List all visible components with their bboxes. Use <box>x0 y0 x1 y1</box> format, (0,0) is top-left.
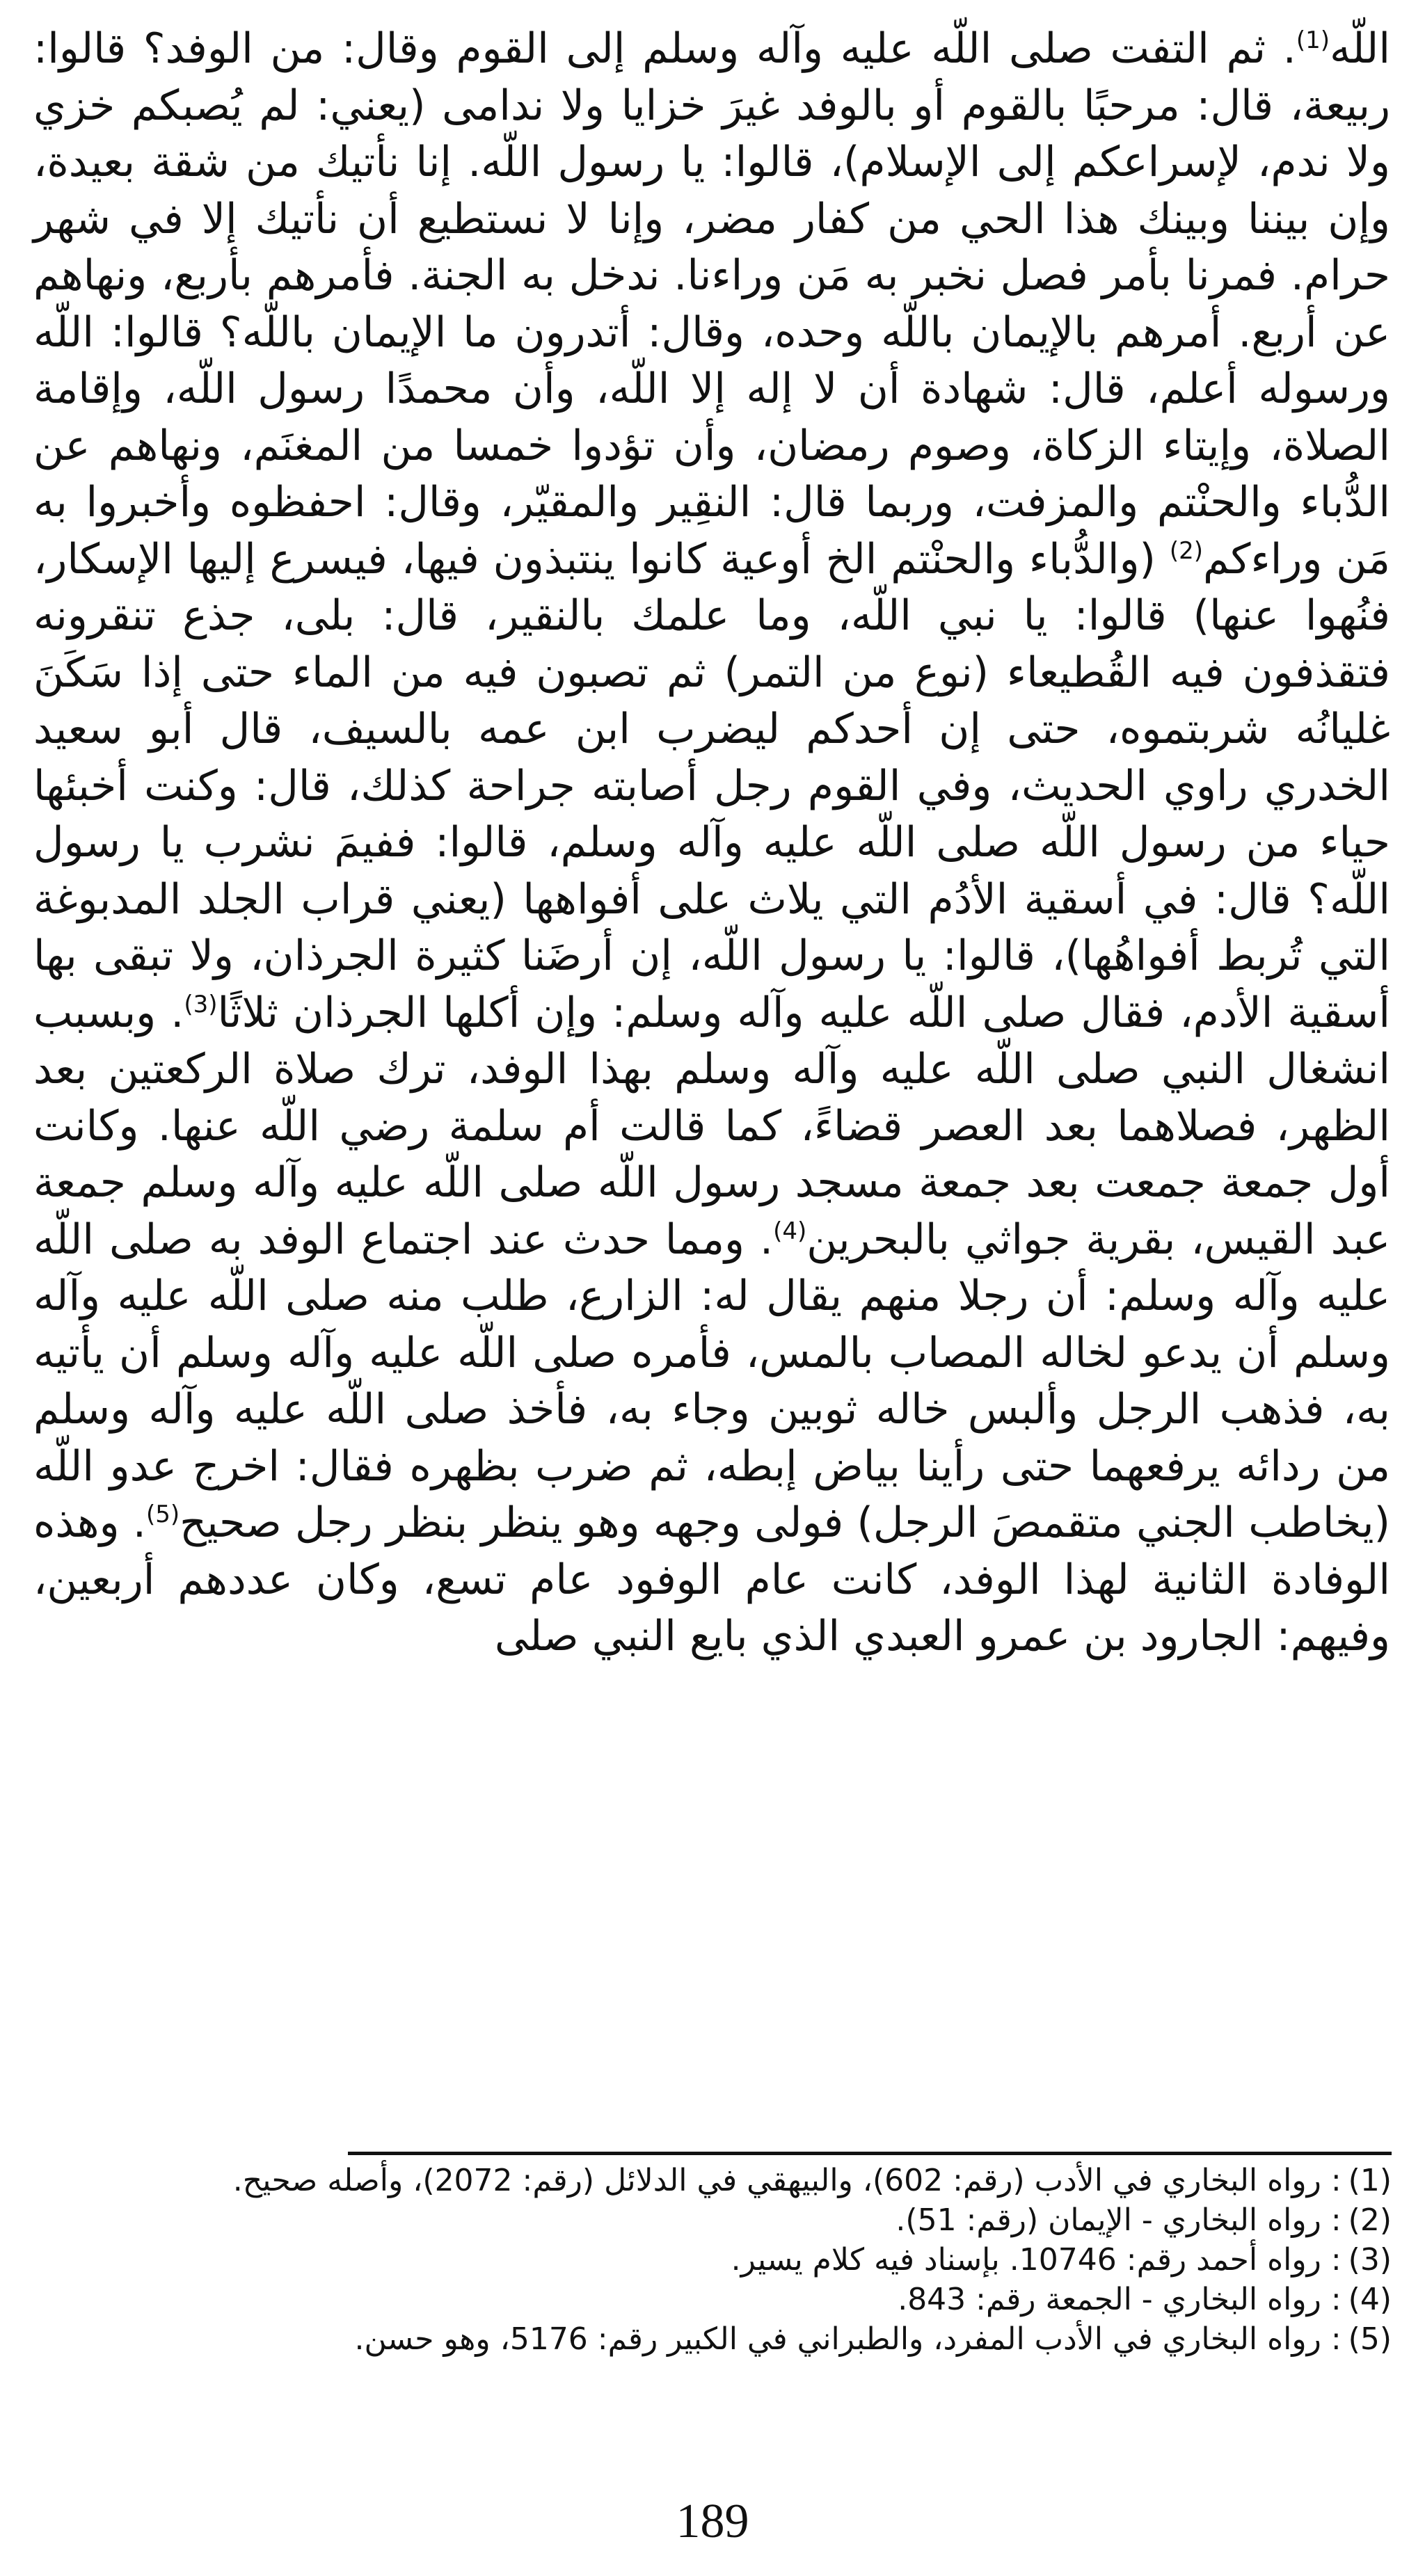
text-segment-5: . ومما حدث عند اجتماع الوفد به صلى اللّه عليه وآله وسلم: أن رجلا منهم يقال له: الزارع، طلب منه صلى اللّه عليه وآله وسلم أن يدعو لخاله المصاب بالمس، فأمره صلى اللّه عليه وآله وسلم أن يأتيه به، فذهب الرجل وألبس خاله ثوبين وجاء به، فأخذ صلى اللّه عليه وآله وسلم من ردائه يرفعهما حتى رأينا بياض إبطه، ثم ضرب بظهره فقال: اخرج عدو اللّه (يخاطب الجني متقمصَ الرجل) فولى وجهه وهو ينظر بنظر رجل صحيح <box>33 1215 1390 1547</box>
footnote-text: : رواه البخاري - الإيمان (رقم: 51). <box>895 2202 1342 2238</box>
text-segment-4: . وبسبب انشغال النبي صلى اللّه عليه وآله وسلم بهذا الوفد، ترك صلاة الركعتين بعد الظهر، فصلاهما بعد العصر قضاءً، كما قالت أم سلمة رضي اللّه عنها. وكانت أول جمعة جمعت بعد جمعة مسجد رسول اللّه صلى اللّه عليه وآله وسلم جمعة عبد القيس، بقرية جواثي بالبحرين <box>33 988 1390 1264</box>
footnote-marker-4[interactable]: (4) <box>773 1217 807 1245</box>
footnote-text: : رواه البخاري في الأدب المفرد، والطبراني في الكبير رقم: 5176، وهو حسن. <box>354 2321 1342 2357</box>
footnote-marker-2[interactable]: (2) <box>1169 536 1203 565</box>
footnote-marker-1[interactable]: (1) <box>1296 26 1330 54</box>
footnote-text: : رواه أحمد رقم: 10746. بإسناد فيه كلام يسير. <box>731 2242 1342 2278</box>
footnote-text: : رواه البخاري في الأدب (رقم: 602)، والبيهقي في الدلائل (رقم: 2072)، وأصله صحيح. <box>232 2163 1342 2198</box>
footnote-separator-rule <box>348 2152 1392 2155</box>
main-text-block <box>33 21 1390 1665</box>
footnote-item <box>56 2240 1392 2280</box>
text-segment-2: . ثم التفت صلى اللّه عليه وآله وسلم إلى القوم وقال: من الوفد؟ قالوا: ربيعة، قال: مرحبًا بالقوم أو بالوفد غيرَ خزايا ولا ندامى (يعني: لم يُصبكم خزي ولا ندم، لإسراعكم إلى الإسلام)، قالوا: يا رسول اللّه. إنا نأتيك من شقة بعيدة، وإن بيننا وبينك هذا الحي من كفار مضر، وإنا لا نستطيع أن نأتيك إلا في شهر حرام. فمرنا بأمر فصل نخبر به مَن وراءنا. ندخل به الجنة. فأمرهم بأربع، ونهاهم عن أربع. أمرهم بالإيمان باللّه وحده، وقال: أتدرون ما الإيمان باللّه؟ قالوا: اللّه ورسوله أعلم، قال: شهادة أن لا إله إلا اللّه، وأن محمدًا رسول اللّه، وإقامة الصلاة، وإيتاء الزكاة، وصوم رمضان، وأن تؤدوا خمسا من المغنَم، ونهاهم عن الدُّباء والحنْتم والمزفت، وربما قال: النقِير والمقيّر، وقال: احفظوه وأخبروا به مَن وراءكم <box>33 24 1391 584</box>
footnote-item <box>56 2319 1392 2359</box>
footnote-number: (1) <box>1348 2163 1392 2198</box>
footnote-text: : رواه البخاري - الجمعة رقم: 843. <box>898 2282 1342 2317</box>
footnote-number: (5) <box>1348 2321 1392 2357</box>
footnote-item <box>56 2200 1392 2240</box>
footnote-item <box>56 2280 1392 2319</box>
footnote-number: (4) <box>1348 2282 1392 2317</box>
text-segment-3: (والدُّباء والحنْتم الخ أوعية كانوا ينتبذون فيها، فيسرع إليها الإسكار، فنُهوا عنها) قالوا: يا نبي اللّه، وما علمك بالنقير، قال: بلى، جذع تنقرونه فتقذفون فيه القُطيعاء (نوع من التمر) ثم تصبون فيه من الماء حتى إذا سَكَنَ غليانُه شربتموه، حتى إن أحدكم ليضرب ابن عمه بالسيف، قال أبو سعيد الخدري راوي الحديث، وفي القوم رجل أصابته جراحة كذلك، قال: وكنت أخبئها حياء من رسول اللّه صلى اللّه عليه وآله وسلم، قالوا: ففيمَ نشرب يا رسول اللّه؟ قال: في أسقية الأدُم التي يلاث على أفواهها (يعني قراب الجلد المدبوغة التي تُربط أفواهُها)، قالوا: يا رسول اللّه، إن أرضَنا كثيرة الجرذان، ولا تبقى بها أسقية الأدم، فقال صلى اللّه عليه وآله وسلم: وإن أكلها الجرذان ثلاثًا <box>33 534 1390 1037</box>
footnote-item <box>56 2161 1392 2200</box>
footnotes-list <box>56 2161 1392 2359</box>
page-number: 189 <box>676 2495 749 2548</box>
footnote-marker-5[interactable]: (5) <box>146 1501 180 1528</box>
footnote-marker-3[interactable]: (3) <box>184 990 218 1018</box>
footnote-number: (2) <box>1348 2202 1392 2238</box>
text-segment-1: اللّه <box>1330 24 1390 73</box>
footnote-number: (3) <box>1348 2242 1392 2278</box>
text-segment-6: . وهذه الوفادة الثانية لهذا الوفد، كانت عام الوفود عام تسع، وكان عددهم أربعين، وفيهم: الجارود بن عمرو العبدي الذي بايع النبي صلى <box>33 1498 1390 1661</box>
